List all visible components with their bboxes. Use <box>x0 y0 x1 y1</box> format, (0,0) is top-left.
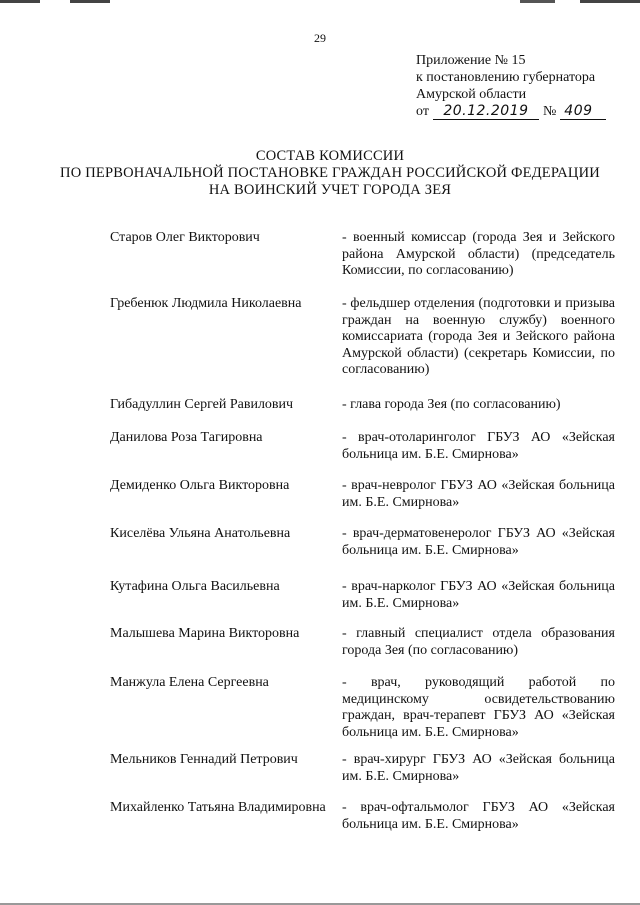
member-position: - врач, руководящий работой по медицинскому освидетельствованию граждан, врач-терапевт ГБУЗ АО «Зейская больница им. Б.Е. Смирнова» <box>342 675 615 740</box>
member-position: - врач-невролог ГБУЗ АО «Зейская больница им. Б.Е. Смирнова» <box>342 478 615 510</box>
title-line-2: ПО ПЕРВОНАЧАЛЬНОЙ ПОСТАНОВКЕ ГРАЖДАН РОССИЙСКОЙ ФЕДЕРАЦИИ <box>60 165 600 181</box>
member-name: Гибадуллин Сергей Равилович <box>110 397 294 412</box>
member-name: Малышева Марина Викторовна <box>110 626 300 641</box>
handwritten-number: 409 <box>560 104 606 120</box>
member-name: Кутафина Ольга Васильевна <box>110 579 280 594</box>
handwritten-date: 20.12.2019 <box>433 104 539 120</box>
member-name: Старов Олег Викторович <box>110 230 260 245</box>
member-position: - врач-офтальмолог ГБУЗ АО «Зейская больница им. Б.Е. Смирнова» <box>342 800 615 832</box>
member-name: Данилова Роза Тагировна <box>110 430 263 445</box>
member-position: - глава города Зея (по согласованию) <box>342 397 561 412</box>
member-name: Гребенюк Людмила Николаевна <box>110 296 302 311</box>
appendix-decree-ref: к постановлению губернатора <box>416 70 596 85</box>
member-name: Мельников Геннадий Петрович <box>110 752 298 767</box>
appendix-title: Приложение № 15 <box>416 53 526 68</box>
member-position: - главный специалист отдела образования города Зея (по согласованию) <box>342 626 615 658</box>
member-name: Демиденко Ольга Викторовна <box>110 478 290 493</box>
member-position: - врач-отоларинголог ГБУЗ АО «Зейская больница им. Б.Е. Смирнова» <box>342 430 615 462</box>
member-name: Киселёва Ульяна Анатольевна <box>110 526 291 541</box>
member-position: - врач-дерматовенеролог ГБУЗ АО «Зейская больница им. Б.Е. Смирнова» <box>342 526 615 558</box>
member-position: - врач-нарколог ГБУЗ АО «Зейская больница им. Б.Е. Смирнова» <box>342 579 615 611</box>
member-position: - военный комиссар (города Зея и Зейского района Амурской области) (председатель Комиссии, по согласованию) <box>342 230 615 278</box>
member-position: - фельдшер отделения (подготовки и призыва граждан на военную службу) военного комиссариата (города Зея и Зейского района Амурской области) (секретарь Комиссии, по согласованию) <box>342 296 615 377</box>
scan-top-edge <box>0 0 640 3</box>
page-number: 29 <box>314 31 326 45</box>
title-line-3: НА ВОИНСКИЙ УЧЕТ ГОРОДА ЗЕЯ <box>208 182 452 198</box>
document-title <box>60 148 600 199</box>
number-label: № <box>542 104 557 119</box>
member-name: Манжула Елена Сергеевна <box>110 675 269 690</box>
from-label: от <box>416 104 429 119</box>
appendix-header <box>416 52 626 120</box>
title-line-1: СОСТАВ КОМИССИИ <box>255 148 405 164</box>
member-name: Михайленко Татьяна Владимировна <box>110 800 326 815</box>
appendix-date-line <box>416 103 626 120</box>
scan-bottom-edge <box>0 895 640 905</box>
member-position: - врач-хирург ГБУЗ АО «Зейская больница им. Б.Е. Смирнова» <box>342 752 615 784</box>
appendix-region: Амурской области <box>416 87 527 102</box>
